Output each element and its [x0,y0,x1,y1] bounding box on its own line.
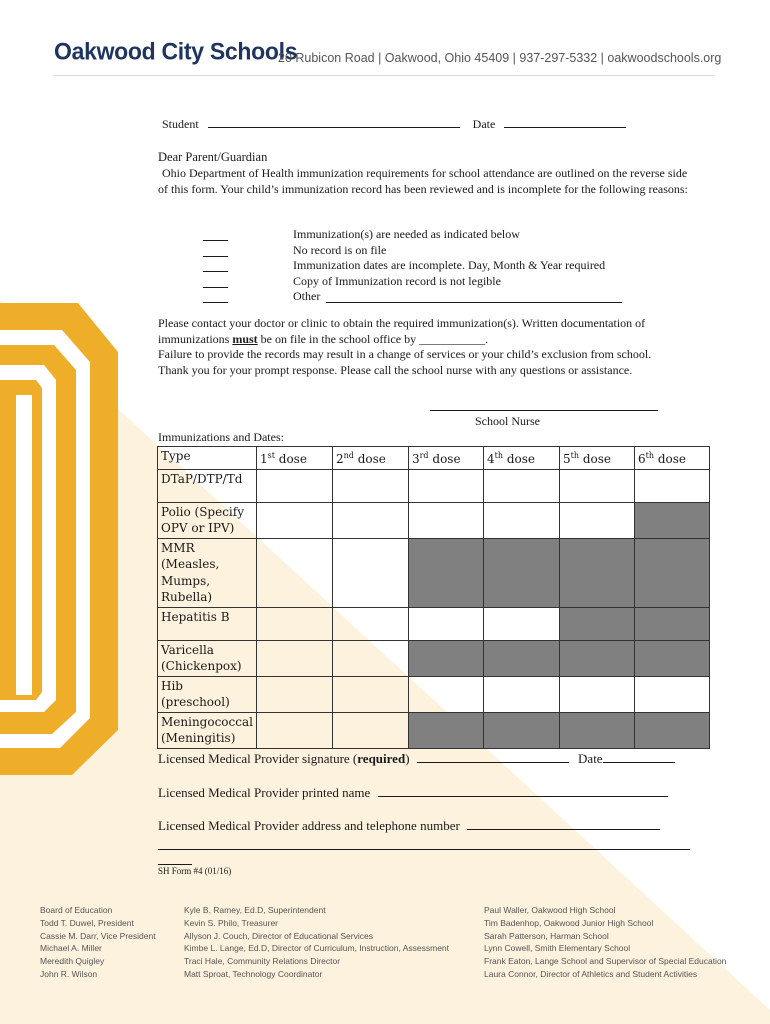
nurse-signature-field[interactable] [430,398,658,411]
header-type: Type [158,447,257,470]
dose-date-cell[interactable] [483,607,559,640]
dose-date-cell[interactable] [256,607,332,640]
administration-list: Kyle B. Ramey, Ed.D, Superintendent Kevin S. Philo, Treasurer Allyson J. Couch, Director of Educational Services Kimbe L. Lange, Ed.D, Director of Curriculum, Instruction, Assessment Traci Hale, Community Relations Director Matt Sproat, Technology Coordinator [184,905,450,979]
student-row [162,117,626,133]
provider-address-field[interactable] [467,829,660,830]
reason-item: Immunization dates are incomplete. Day, Month & Year required [203,258,683,274]
shaded-cell [559,712,634,748]
shaded-cell [634,712,709,748]
reason-check-field[interactable] [203,274,228,288]
shaded-cell [408,538,483,607]
provider-signature-field[interactable] [417,762,569,763]
failure-notice: Failure to provide the records may result in a change of services or your child’s exclusion from school. [158,347,652,361]
dose-date-cell[interactable] [256,676,332,712]
shaded-cell [483,712,559,748]
reason-item: Other [203,289,683,305]
board-of-education-list: Board of Education Todd T. Duwel, President Cassie M. Darr, Vice President Michael A. Miller Meredith Quigley John R. Wilson [40,905,156,979]
dose-date-cell[interactable] [408,607,483,640]
provider-address-field-3[interactable] [158,852,192,865]
provider-date-label: Date [578,751,603,766]
dose-date-cell[interactable] [332,640,408,676]
dose-date-cell[interactable] [256,640,332,676]
header-dose-5: 5th dose [559,447,634,470]
shaded-cell [559,640,634,676]
header-dose-1: 1st dose [256,447,332,470]
provider-name-field[interactable] [378,796,668,797]
vaccine-name: Polio (Specify OPV or IPV) [158,502,257,538]
dose-date-cell[interactable] [408,676,483,712]
intro-paragraph: Ohio Department of Health immunization requirements for school attendance are outlined on the reverse side of this form. Your child’s immunization record has been reviewed and is incomplete for the following reasons: [158,166,688,196]
vaccine-name: Varicella (Chickenpox) [158,640,257,676]
letter-o-icon [0,303,118,775]
school-address: 20 Rubicon Road | Oakwood, Ohio 45409 | 937-297-5332 | oakwoodschools.org [278,51,722,65]
dose-date-cell[interactable] [256,469,332,502]
dose-date-cell[interactable] [332,712,408,748]
dose-date-cell[interactable] [634,676,709,712]
header-dose-6: 6th dose [634,447,709,470]
provider-address-row: Licensed Medical Provider address and telephone number [158,818,698,834]
vaccine-name: Hepatitis B [158,607,257,640]
dose-date-cell[interactable] [332,469,408,502]
header-divider [54,75,714,76]
reason-check-field[interactable] [203,258,228,272]
shaded-cell [634,502,709,538]
vaccine-name: MMR (Measles, Mumps, Rubella) [158,538,257,607]
shaded-cell [559,538,634,607]
dose-date-cell[interactable] [332,676,408,712]
header-dose-2: 2nd dose [332,447,408,470]
dose-date-cell[interactable] [483,676,559,712]
table-title: Immunizations and Dates: [158,430,284,444]
reason-item: No record is on file [203,243,683,259]
dose-date-cell[interactable] [256,712,332,748]
provider-address-field-2[interactable] [158,837,690,850]
dose-date-cell[interactable] [408,469,483,502]
nurse-label: School Nurse [475,414,540,428]
dose-date-cell[interactable] [256,502,332,538]
dose-date-cell[interactable] [559,676,634,712]
vaccine-name: Meningococcal (Meningitis) [158,712,257,748]
table-row [158,502,710,538]
shaded-cell [634,640,709,676]
reason-check-field[interactable] [203,227,228,241]
dose-date-cell[interactable] [559,469,634,502]
other-reason-field[interactable] [326,289,622,303]
student-field[interactable] [208,127,460,128]
form-id: SH Form #4 (01/16) [158,866,232,876]
date-field[interactable] [504,127,626,128]
dose-date-cell[interactable] [634,469,709,502]
principals-list: Paul Waller, Oakwood High School Tim Badenhop, Oakwood Junior High School Sarah Patterson, Harman School Lynn Cowell, Smith Elementary School Frank Eaton, Lange School and Supervisor of Special Education Laura Connor, Director of Athletics and Student Activities [484,905,727,979]
reasons-list [203,227,683,305]
table-row [158,712,710,748]
shaded-cell [408,712,483,748]
contact-paragraph: Please contact your doctor or clinic to obtain the required immunization(s). Written documentation of immunizations must be on file in the school office by ___________. [158,316,646,346]
required-emphasis: required [357,751,406,766]
thanks-notice: Thank you for your prompt response. Please call the school nurse with any questions or assistance. [158,363,633,377]
dose-date-cell[interactable] [408,502,483,538]
must-emphasis: must [232,331,258,346]
dose-date-cell[interactable] [483,502,559,538]
table-row [158,676,710,712]
table-header-row [158,447,710,470]
greeting: Dear Parent/Guardian [158,150,268,164]
immunization-table [157,446,710,749]
shaded-cell [634,607,709,640]
provider-name-row: Licensed Medical Provider printed name [158,785,698,801]
dose-date-cell[interactable] [256,538,332,607]
reason-item: Immunization(s) are needed as indicated below [203,227,683,243]
shaded-cell [559,607,634,640]
header-dose-3: 3rd dose [408,447,483,470]
header-dose-4: 4th dose [483,447,559,470]
shaded-cell [634,538,709,607]
dose-date-cell[interactable] [332,607,408,640]
reason-item: Copy of Immunization record is not legible [203,274,683,290]
dose-date-cell[interactable] [483,469,559,502]
shaded-cell [483,538,559,607]
reason-check-field[interactable] [203,289,228,303]
provider-date-field[interactable] [603,762,675,763]
table-row [158,469,710,502]
date-label: Date [472,117,496,131]
student-label: Student [162,117,199,131]
vaccine-name: DTaP/DTP/Td [158,469,257,502]
provider-signature-row: Licensed Medical Provider signature (required) Date [158,751,698,767]
vaccine-name: Hib (preschool) [158,676,257,712]
dose-date-cell[interactable] [332,538,408,607]
reason-check-field[interactable] [203,243,228,257]
table-row [158,640,710,676]
table-row [158,607,710,640]
shaded-cell [408,640,483,676]
table-row [158,538,710,607]
dose-date-cell[interactable] [332,502,408,538]
shaded-cell [483,640,559,676]
school-logo: Oakwood City Schools [54,37,298,65]
dose-date-cell[interactable] [559,502,634,538]
